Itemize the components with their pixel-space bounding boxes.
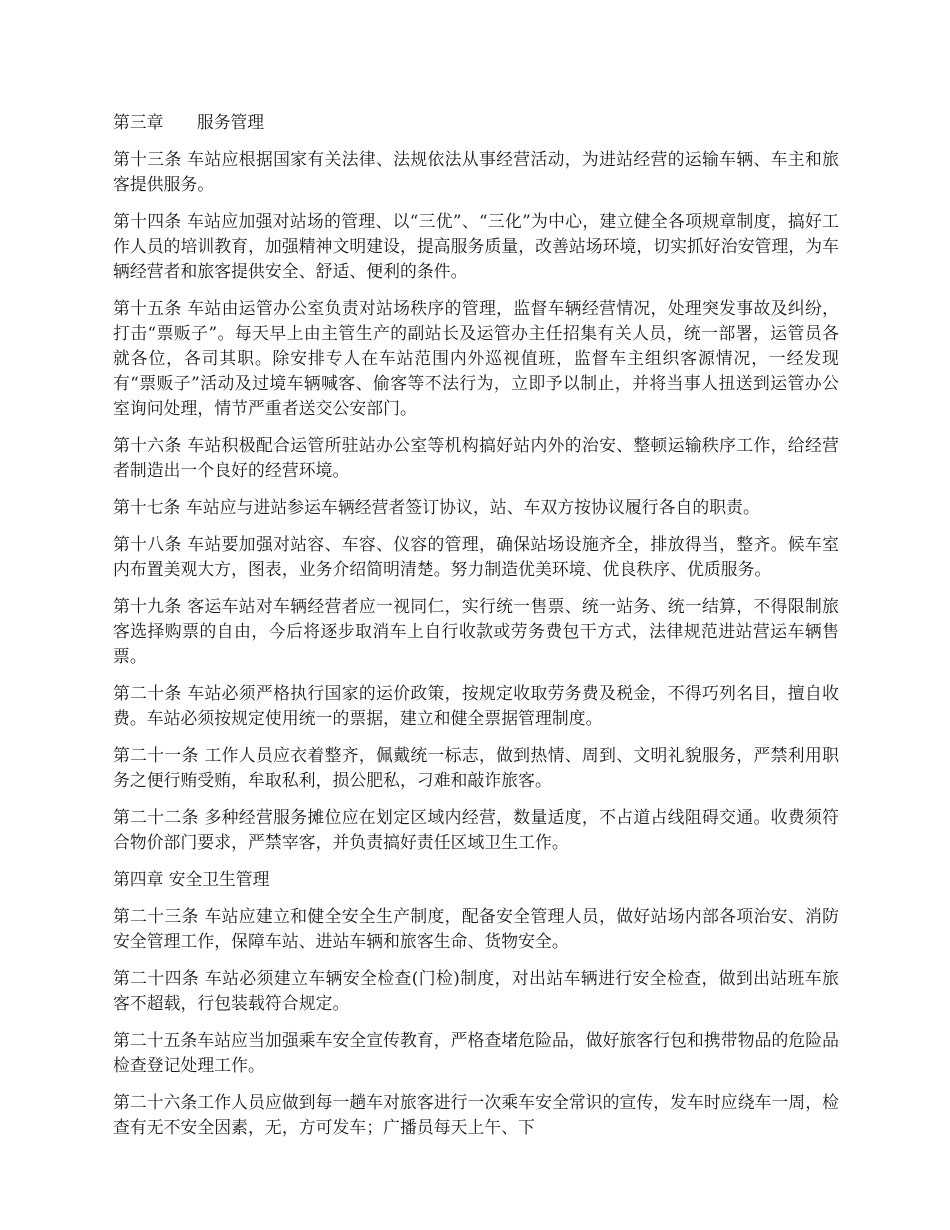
article-paragraph: 第二十二条 多种经营服务摊位应在划定区域内经营，数量适度，不占道占线阻碍交通。收费须符合物价部门要求，严禁宰客，并负责搞好责任区域卫生工作。	[113, 807, 839, 852]
article-paragraph: 第十八条 车站要加强对站容、车容、仪容的管理，确保站场设施齐全，排放得当，整齐。候车室内布置美观大方，图表，业务介绍简明清楚。努力制造优美环境、优良秩序、优质服务。	[113, 534, 839, 579]
article-paragraph: 第二十三条 车站应建立和健全安全生产制度，配备安全管理人员，做好站场内部各项治安、消防安全管理工作，保障车站、进站车辆和旅客生命、货物安全。	[113, 906, 839, 951]
article-paragraph: 第二十五条车站应当加强乘车安全宣传教育，严格查堵危险品，做好旅客行包和携带物品的危险品检查登记处理工作。	[113, 1030, 839, 1075]
article-paragraph: 第二十六条工作人员应做到每一趟车对旅客进行一次乘车安全常识的宣传，发车时应绕车一周，检查有无不安全因素，无，方可发车；广播员每天上午、下	[113, 1092, 839, 1137]
article-paragraph: 第二十四条 车站必须建立车辆安全检查(门检)制度，对出站车辆进行安全检查，做到出站班车旅客不超载，行包装载符合规定。	[113, 968, 839, 1013]
chapter-heading: 第四章 安全卫生管理	[113, 869, 270, 889]
article-paragraph: 第十九条 客运车站对车辆经营者应一视同仁，实行统一售票、统一站务、统一结算，不得限制旅客选择购票的自由，今后将逐步取消车上自行收款或劳务费包干方式，法律规范进站营运车辆售票。	[113, 596, 839, 666]
article-paragraph: 第十七条 车站应与进站参运车辆经营者签订协议，站、车双方按协议履行各自的职责。	[113, 497, 760, 517]
document-page	[113, 110, 839, 1152]
chapter-heading: 第三章 服务管理	[113, 112, 265, 132]
article-paragraph: 第十四条 车站应加强对站场的管理、以“三优”、“三化”为中心，建立健全各项规章制度，搞好工作人员的培训教育，加强精神文明建设，提高服务质量，改善站场环境，切实抓好治安管理，为车辆经营者和旅客提供安全、舒适、便利的条件。	[113, 211, 839, 281]
article-paragraph: 第十六条 车站积极配合运管所驻站办公室等机构搞好站内外的治安、整顿运输秩序工作，给经营者制造出一个良好的经营环境。	[113, 435, 839, 480]
article-paragraph: 第十三条 车站应根据国家有关法律、法规依法从事经营活动，为进站经营的运输车辆、车主和旅客提供服务。	[113, 149, 839, 194]
article-paragraph: 第二十一条 工作人员应衣着整齐，佩戴统一标志，做到热情、周到、文明礼貌服务，严禁利用职务之便行贿受贿，牟取私利，损公肥私，刁难和敲诈旅客。	[113, 745, 839, 790]
article-paragraph: 第二十条 车站必须严格执行国家的运价政策，按规定收取劳务费及税金，不得巧列名目，擅自收费。车站必须按规定使用统一的票据，建立和健全票据管理制度。	[113, 683, 839, 728]
article-paragraph: 第十五条 车站由运管办公室负责对站场秩序的管理，监督车辆经营情况，处理突发事故及纠纷，打击“票贩子”。每天早上由主管生产的副站长及运管办主任招集有关人员，统一部署，运管员各就各位，各司其职。除安排专人在车站范围内外巡视值班，监督车主组织客源情况，一经发现有“票贩子”活动及过境车辆喊客、偷客等不法行为，立即予以制止，并将当事人扭送到运管办公室询问处理，情节严重者送交公安部门。	[113, 298, 839, 418]
